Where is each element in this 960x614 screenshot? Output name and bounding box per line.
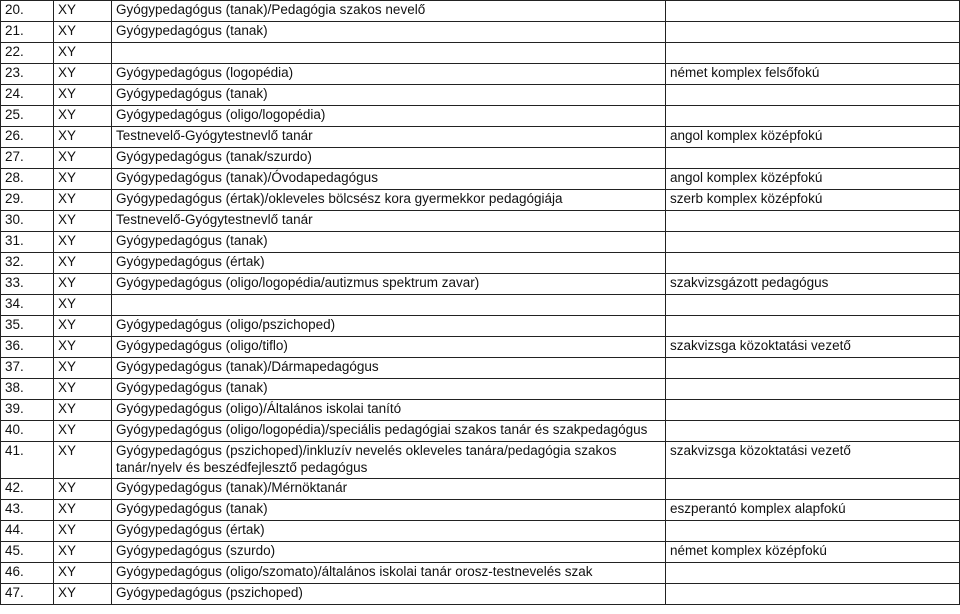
language-exam	[666, 295, 960, 316]
qualification: Gyógypedagógus (pszichoped)	[112, 584, 666, 605]
qualification	[112, 295, 666, 316]
qualification	[112, 43, 666, 64]
qualification: Gyógypedagógus (pszichoped)/inkluzív nevelés okleveles tanára/pedagógia szakos tanár/nyelv és beszédfejlesztő pedagógus	[112, 442, 666, 479]
qualification: Gyógypedagógus (tanak)/Óvodapedagógus	[112, 169, 666, 190]
table-row	[1, 1, 960, 22]
table-row	[1, 274, 960, 295]
qualification: Gyógypedagógus (oligo/tiflo)	[112, 337, 666, 358]
staff-name: XY	[54, 521, 112, 542]
table-row	[1, 64, 960, 85]
qualification: Gyógypedagógus (tanak)	[112, 85, 666, 106]
language-exam	[666, 148, 960, 169]
row-number: 32.	[1, 253, 54, 274]
row-number: 31.	[1, 232, 54, 253]
language-exam	[666, 1, 960, 22]
qualification: Gyógypedagógus (logopédia)	[112, 64, 666, 85]
row-number: 46.	[1, 563, 54, 584]
row-number: 25.	[1, 106, 54, 127]
row-number: 34.	[1, 295, 54, 316]
staff-name: XY	[54, 274, 112, 295]
table-row	[1, 169, 960, 190]
language-exam: német komplex felsőfokú	[666, 64, 960, 85]
staff-name: XY	[54, 64, 112, 85]
language-exam: eszperantó komplex alapfokú	[666, 500, 960, 521]
row-number: 37.	[1, 358, 54, 379]
qualification: Gyógypedagógus (értak)	[112, 521, 666, 542]
staff-name: XY	[54, 295, 112, 316]
row-number: 20.	[1, 1, 54, 22]
row-number: 30.	[1, 211, 54, 232]
language-exam: szakvizsgázott pedagógus	[666, 274, 960, 295]
language-exam	[666, 521, 960, 542]
staff-name: XY	[54, 106, 112, 127]
qualification: Gyógypedagógus (oligo/logopédia)	[112, 106, 666, 127]
table-row	[1, 521, 960, 542]
table-row	[1, 190, 960, 211]
row-number: 33.	[1, 274, 54, 295]
language-exam	[666, 43, 960, 64]
qualification: Gyógypedagógus (oligo/szomato)/általános iskolai tanár orosz-testnevelés szak	[112, 563, 666, 584]
language-exam	[666, 400, 960, 421]
language-exam: angol komplex középfokú	[666, 169, 960, 190]
staff-name: XY	[54, 421, 112, 442]
language-exam	[666, 211, 960, 232]
qualification: Gyógypedagógus (tanak)	[112, 500, 666, 521]
table-row	[1, 421, 960, 442]
language-exam	[666, 316, 960, 337]
row-number: 26.	[1, 127, 54, 148]
table-row	[1, 584, 960, 605]
language-exam	[666, 85, 960, 106]
table-row	[1, 500, 960, 521]
row-number: 27.	[1, 148, 54, 169]
table-row	[1, 148, 960, 169]
table-row	[1, 85, 960, 106]
staff-name: XY	[54, 190, 112, 211]
row-number: 38.	[1, 379, 54, 400]
staff-name: XY	[54, 127, 112, 148]
language-exam: szerb komplex középfokú	[666, 190, 960, 211]
language-exam	[666, 106, 960, 127]
qualification: Gyógypedagógus (oligo)/Általános iskolai tanító	[112, 400, 666, 421]
qualification: Gyógypedagógus (tanak)/Mérnöktanár	[112, 479, 666, 500]
staff-name: XY	[54, 358, 112, 379]
staff-name: XY	[54, 169, 112, 190]
row-number: 24.	[1, 85, 54, 106]
staff-name: XY	[54, 85, 112, 106]
staff-name: XY	[54, 379, 112, 400]
qualification: Gyógypedagógus (értak)/okleveles bölcsész kora gyermekkor pedagógiája	[112, 190, 666, 211]
language-exam	[666, 421, 960, 442]
qualification: Gyógypedagógus (oligo/logopédia/autizmus spektrum zavar)	[112, 274, 666, 295]
table-row	[1, 127, 960, 148]
row-number: 36.	[1, 337, 54, 358]
staff-table-body	[1, 1, 960, 605]
row-number: 47.	[1, 584, 54, 605]
row-number: 23.	[1, 64, 54, 85]
row-number: 45.	[1, 542, 54, 563]
qualification: Testnevelő-Gyógytestnevlő tanár	[112, 211, 666, 232]
table-row	[1, 106, 960, 127]
table-row	[1, 316, 960, 337]
row-number: 43.	[1, 500, 54, 521]
row-number: 21.	[1, 22, 54, 43]
qualification: Gyógypedagógus (oligo/logopédia)/speciális pedagógiai szakos tanár és szakpedagógus	[112, 421, 666, 442]
row-number: 41.	[1, 442, 54, 479]
table-row	[1, 295, 960, 316]
staff-name: XY	[54, 442, 112, 479]
staff-name: XY	[54, 500, 112, 521]
language-exam	[666, 379, 960, 400]
staff-name: XY	[54, 563, 112, 584]
table-row	[1, 542, 960, 563]
table-row	[1, 379, 960, 400]
language-exam	[666, 479, 960, 500]
qualification: Gyógypedagógus (tanak)/Pedagógia szakos nevelő	[112, 1, 666, 22]
row-number: 39.	[1, 400, 54, 421]
row-number: 44.	[1, 521, 54, 542]
table-row	[1, 253, 960, 274]
table-row	[1, 358, 960, 379]
language-exam	[666, 253, 960, 274]
qualification: Gyógypedagógus (értak)	[112, 253, 666, 274]
table-row	[1, 563, 960, 584]
staff-name: XY	[54, 400, 112, 421]
staff-name: XY	[54, 22, 112, 43]
qualification: Gyógypedagógus (oligo/pszichoped)	[112, 316, 666, 337]
staff-name: XY	[54, 337, 112, 358]
qualification: Gyógypedagógus (tanak/szurdo)	[112, 148, 666, 169]
table-row	[1, 232, 960, 253]
row-number: 35.	[1, 316, 54, 337]
staff-name: XY	[54, 253, 112, 274]
staff-name: XY	[54, 232, 112, 253]
staff-name: XY	[54, 1, 112, 22]
qualification: Gyógypedagógus (tanak)	[112, 22, 666, 43]
qualification: Gyógypedagógus (szurdo)	[112, 542, 666, 563]
row-number: 28.	[1, 169, 54, 190]
qualification: Gyógypedagógus (tanak)	[112, 232, 666, 253]
language-exam: szakvizsga közoktatási vezető	[666, 442, 960, 479]
qualification: Gyógypedagógus (tanak)/Dármapedagógus	[112, 358, 666, 379]
language-exam	[666, 563, 960, 584]
language-exam: német komplex középfokú	[666, 542, 960, 563]
staff-name: XY	[54, 43, 112, 64]
staff-name: XY	[54, 316, 112, 337]
table-row	[1, 22, 960, 43]
language-exam	[666, 584, 960, 605]
staff-name: XY	[54, 211, 112, 232]
table-row	[1, 479, 960, 500]
table-row	[1, 400, 960, 421]
staff-name: XY	[54, 479, 112, 500]
staff-name: XY	[54, 584, 112, 605]
row-number: 29.	[1, 190, 54, 211]
language-exam	[666, 358, 960, 379]
staff-name: XY	[54, 542, 112, 563]
table-row	[1, 43, 960, 64]
language-exam: angol komplex középfokú	[666, 127, 960, 148]
language-exam	[666, 22, 960, 43]
row-number: 22.	[1, 43, 54, 64]
row-number: 40.	[1, 421, 54, 442]
staff-name: XY	[54, 148, 112, 169]
qualification: Gyógypedagógus (tanak)	[112, 379, 666, 400]
table-row	[1, 211, 960, 232]
language-exam	[666, 232, 960, 253]
row-number: 42.	[1, 479, 54, 500]
table-row	[1, 442, 960, 479]
table-row	[1, 337, 960, 358]
language-exam: szakvizsga közoktatási vezető	[666, 337, 960, 358]
qualification: Testnevelő-Gyógytestnevlő tanár	[112, 127, 666, 148]
